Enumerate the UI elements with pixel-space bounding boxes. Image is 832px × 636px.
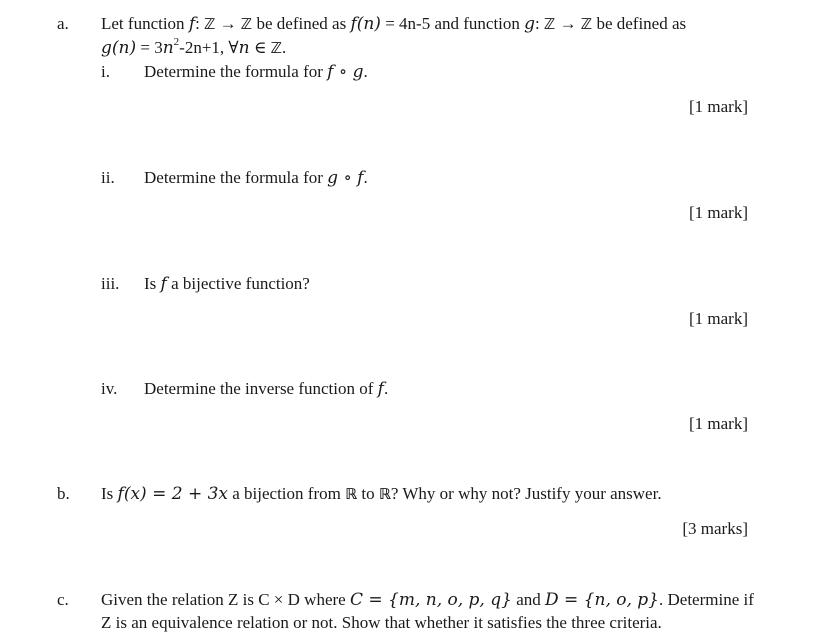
integers-symbol: ℤ (204, 15, 216, 33)
text: a bijective function? (166, 274, 310, 293)
part-iv-text (144, 379, 388, 399)
text: . (282, 38, 287, 57)
text: . Determine if (659, 590, 754, 609)
math-n: n (238, 38, 250, 58)
question-a-line-2 (101, 38, 286, 58)
exponent: 2 (173, 36, 180, 49)
part-ii-label: ii. (101, 168, 115, 187)
part-i-label: i. (101, 62, 110, 81)
question-a-line-1: Let function f: ℤ → ℤ be defined as f(n) = 4n-5 and function g: ℤ → ℤ be defined as (101, 14, 687, 34)
text: ? Why or why not? Justify your answer. (390, 484, 662, 503)
question-c-label: c. (57, 590, 69, 609)
text: be defined as (252, 14, 351, 33)
integers-symbol: ℤ (580, 15, 593, 33)
text: Let function (101, 14, 189, 33)
text: -2n+1, ∀ (179, 38, 239, 57)
integers-symbol: ℤ (240, 15, 253, 33)
math-set-c: C = {m, n, o, p, q} (349, 590, 512, 610)
text: = 3 (136, 38, 163, 57)
text: a bijection from (228, 484, 346, 503)
math-f: f (160, 274, 167, 294)
arrow-symbol: → (559, 14, 577, 33)
part-iv-mark: [1 mark] (688, 414, 748, 433)
question-a-label: a. (57, 14, 69, 33)
integers-symbol: ℤ (270, 39, 283, 57)
math-function: f(x) = 2 + 3x (117, 484, 228, 504)
part-iii-text (144, 274, 310, 294)
text: Determine the formula for (144, 62, 328, 81)
math-composition: f ∘ g (327, 62, 364, 82)
question-b-mark: [3 marks] (682, 519, 748, 538)
part-ii-mark: [1 mark] (688, 203, 748, 222)
part-i-text (144, 62, 368, 82)
text: and (511, 590, 545, 609)
text: Is (144, 274, 161, 293)
text: to (357, 484, 379, 503)
math-set-d: D = {n, o, p} (545, 590, 659, 610)
reals-symbol: ℝ (378, 485, 391, 503)
text: be defined as (592, 14, 687, 33)
question-b-text (101, 484, 662, 504)
text: Is (101, 484, 118, 503)
text: . (363, 62, 368, 81)
part-ii-text (144, 168, 368, 188)
question-c-line-2: Z is an equivalence relation or not. Show that whether it satisfies the three criteria. (101, 613, 662, 632)
math-f: f (377, 379, 384, 399)
text: Determine the inverse function of (144, 379, 378, 398)
arrow-symbol: → (219, 14, 237, 33)
math-f-of-n: f(n) (350, 14, 381, 34)
math-f: f (188, 14, 196, 34)
part-i-mark: [1 mark] (688, 97, 748, 116)
question-c-line-1 (101, 590, 754, 610)
integers-symbol: ℤ (544, 15, 556, 33)
part-iv-label: iv. (101, 379, 118, 398)
part-iii-label: iii. (101, 274, 120, 293)
text: . (383, 379, 389, 398)
part-iii-mark: [1 mark] (688, 309, 748, 328)
reals-symbol: ℝ (345, 485, 358, 503)
math-g-of-n: g(n) (101, 38, 137, 58)
text: = 4n-5 and function (380, 14, 525, 33)
math-composition: g ∘ f (327, 168, 364, 188)
text: Determine the formula for (144, 168, 328, 187)
element-of-symbol: ∈ (249, 38, 271, 57)
text: . (363, 168, 368, 187)
question-b-label: b. (57, 484, 70, 503)
text: Given the relation Z is C × D where (101, 590, 350, 609)
math-g: g (524, 14, 536, 34)
math-n: n (162, 38, 174, 58)
